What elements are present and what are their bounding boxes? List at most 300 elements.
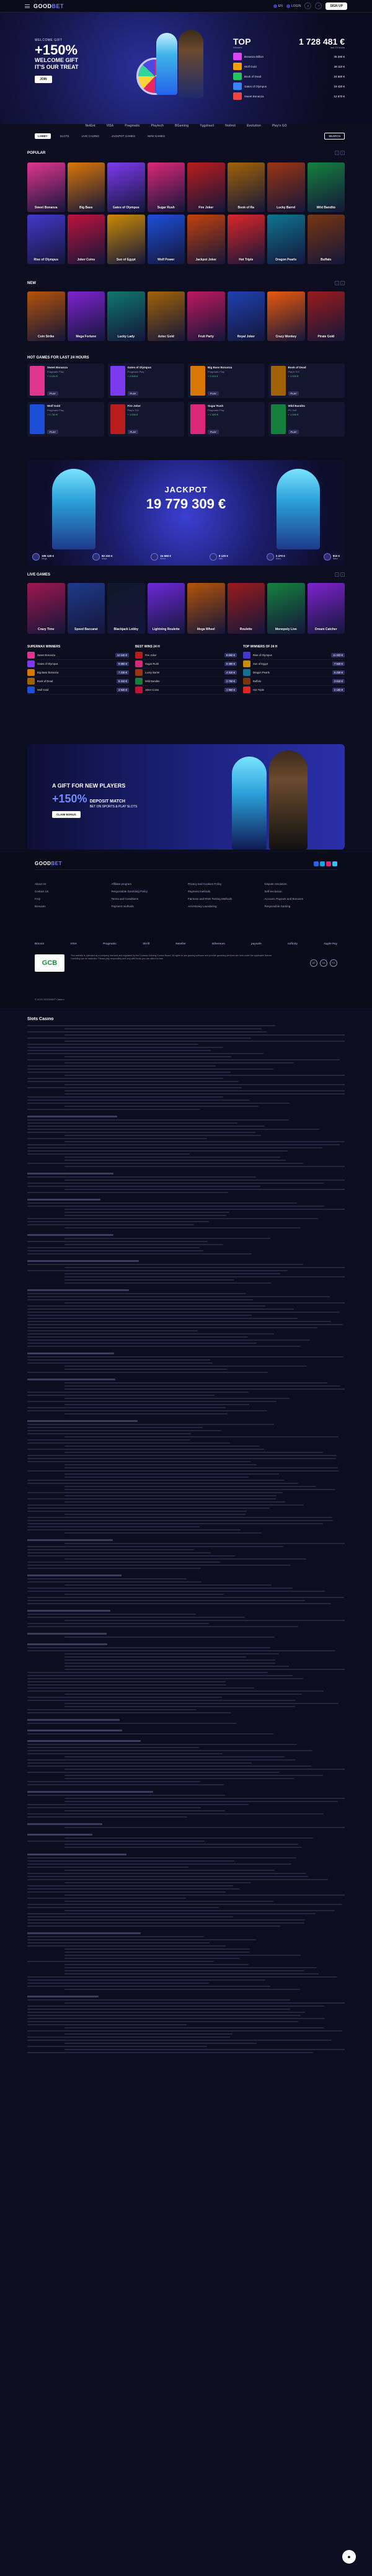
text-line (27, 2012, 305, 2013)
text-line (64, 1467, 338, 1468)
game-tile[interactable] (107, 215, 145, 264)
text-line (27, 1260, 139, 1262)
list-game-name: Book of Dead (37, 680, 53, 683)
text-line (27, 1939, 256, 1940)
text-line (27, 1324, 343, 1325)
list-item[interactable] (243, 677, 345, 686)
list-game-name: Buffalo (253, 680, 261, 683)
arrow-left-icon[interactable]: ‹ (335, 281, 339, 285)
text-line (27, 1919, 305, 1921)
footer-link[interactable]: About Us (35, 882, 46, 886)
login-link[interactable] (286, 4, 301, 8)
hot-title: HOT GAMES FOR LAST 24 HOURS (27, 356, 89, 360)
text-line (27, 1672, 268, 1673)
language-label: EN (278, 4, 283, 8)
nav-tab[interactable]: LIVE CASINO (81, 134, 99, 138)
text-line (27, 1289, 129, 1291)
gift-title: A GIFT FOR NEW PLAYERS (52, 783, 126, 789)
arrow-left-icon[interactable]: ‹ (335, 572, 339, 577)
text-line (27, 1568, 201, 1569)
text-line (27, 1983, 209, 1984)
list-item[interactable] (135, 668, 237, 677)
hot-game-name: Book of Dead (288, 366, 306, 369)
top-bar (0, 0, 372, 12)
list-game-name: Dragon Pearls (253, 671, 270, 674)
footer-link[interactable]: Fairness and RNG Testing Methods (188, 897, 232, 900)
text-line (27, 1823, 102, 1825)
provider-logo[interactable]: Playtech (151, 124, 164, 128)
search-button[interactable]: SEARCH (324, 133, 345, 140)
game-tile[interactable] (107, 162, 145, 212)
arrow-right-icon[interactable]: › (340, 151, 345, 155)
hot-game-stat: + 1 740 € (47, 413, 58, 416)
hot-game-card[interactable] (268, 363, 345, 398)
footer-logo[interactable]: GOODBET (35, 861, 62, 866)
text-line (64, 1989, 300, 1990)
game-tile[interactable] (267, 583, 305, 634)
telegram-icon[interactable] (320, 861, 325, 866)
text-line (64, 1215, 226, 1216)
text-line (27, 1372, 268, 1373)
list-item[interactable] (135, 686, 237, 695)
game-tile[interactable] (148, 162, 185, 212)
gcb-logo[interactable]: GCB (35, 954, 64, 972)
provider-logo[interactable]: VISA (106, 124, 114, 128)
text-line (27, 2009, 290, 2010)
text-line (64, 1212, 229, 1213)
text-line (27, 1647, 270, 1648)
text-line (64, 1910, 335, 1911)
footer-link[interactable]: Anti-Money Laundering (188, 905, 217, 908)
game-tile[interactable] (228, 583, 265, 634)
payment-logo: Apple Pay (324, 942, 337, 945)
provider-logo[interactable]: Play'n GO (272, 124, 287, 128)
game-thumbnail (135, 686, 143, 693)
game-title: Rise of Olympus (33, 258, 58, 262)
list-item[interactable] (243, 651, 345, 660)
hot-game-name: Fire Joker (127, 404, 141, 407)
winner-game: Gates of Olympus (244, 84, 267, 88)
license-badge-icon[interactable]: RG (330, 959, 337, 967)
payment-logo: Pragmatic (103, 942, 117, 945)
seo-title: Slots Casino (27, 1017, 54, 1021)
footer-links (35, 882, 337, 912)
game-thumbnail (233, 92, 242, 100)
hot-game-card[interactable] (268, 402, 345, 437)
text-line (64, 1882, 251, 1883)
game-tile[interactable] (27, 215, 65, 264)
text-line (27, 1352, 114, 1354)
footer-link[interactable]: Privacy and Cookies Policy (188, 882, 222, 886)
text-line (27, 1723, 237, 1724)
text-line (64, 1558, 306, 1560)
text-line (27, 1772, 280, 1773)
game-title: Sugar Rush (157, 206, 175, 210)
provider-logo[interactable]: Evolution (247, 124, 261, 128)
search-icon[interactable]: ⌕ (304, 2, 311, 9)
text-line (27, 1936, 204, 1937)
text-line (27, 2046, 207, 2047)
provider-logo[interactable]: Yggdrasil (200, 124, 215, 128)
text-line (64, 1827, 345, 1828)
game-tile[interactable] (27, 162, 65, 212)
license-badge-icon[interactable]: GA (320, 959, 327, 967)
play-button[interactable]: PLAY (208, 430, 219, 434)
list-game-name: Sun of Egypt (253, 662, 268, 665)
text-line (64, 1366, 307, 1367)
game-thumbnail (135, 678, 143, 685)
text-line (27, 1834, 92, 1836)
text-line (27, 1854, 126, 1855)
play-button[interactable]: PLAY (47, 430, 58, 434)
text-line (27, 1147, 322, 1148)
text-line (27, 2040, 332, 2041)
play-button[interactable]: PLAY (47, 391, 58, 396)
text-line (64, 1452, 323, 1453)
text-line (27, 1999, 290, 2001)
footer-link[interactable]: Affiliate program (111, 882, 132, 886)
chat-bubble-icon[interactable]: ● (342, 2550, 356, 2564)
game-tile[interactable] (228, 215, 265, 264)
game-tile[interactable] (107, 291, 145, 341)
game-tile[interactable] (267, 162, 305, 212)
footer-link[interactable]: Dispute resolution (264, 882, 287, 886)
list-item[interactable] (135, 651, 237, 660)
game-title: Royal Joker (237, 335, 255, 339)
text-line (27, 1327, 317, 1328)
list-item[interactable] (243, 686, 345, 695)
game-tile[interactable] (27, 291, 65, 341)
jackpot-tier (32, 553, 54, 561)
provider-logo[interactable]: Pragmatic (125, 124, 140, 128)
jackpot-tiers (32, 553, 340, 561)
text-line (27, 1264, 303, 1265)
footer-link[interactable]: Self-exclusion (264, 890, 282, 893)
coin-icon (267, 553, 274, 561)
game-tile[interactable] (68, 583, 105, 634)
top-label: TOP (233, 37, 251, 47)
text-line (27, 1183, 324, 1184)
text-line (27, 2018, 325, 2019)
popular-title: POPULAR (27, 151, 46, 155)
hot-game-provider: Pragmatic Play (127, 370, 144, 373)
game-tile[interactable] (228, 162, 265, 212)
text-line (27, 1480, 285, 1481)
text-line (27, 1762, 252, 1764)
winner-list-title: SUPERMAX WINNERS (27, 645, 61, 649)
signup-button[interactable]: SIGN UP (326, 2, 347, 10)
footer-link[interactable]: Bonuses (35, 905, 46, 908)
list-value: 9 880 € (117, 662, 129, 666)
text-line (27, 1498, 276, 1499)
text-line (64, 1970, 304, 1971)
game-thumbnail (135, 669, 143, 676)
text-line (27, 1610, 110, 1612)
hot-game-card[interactable] (188, 402, 265, 437)
text-line (27, 1099, 250, 1101)
game-tile[interactable] (308, 291, 345, 341)
popular-arrows (335, 151, 345, 155)
winner-row[interactable] (233, 63, 345, 70)
providers-strip (0, 122, 372, 130)
list-item[interactable] (135, 660, 237, 668)
text-line (27, 1907, 219, 1908)
text-line (27, 1765, 311, 1767)
game-title: Aztec Gold (157, 335, 174, 339)
text-line (27, 1753, 223, 1754)
text-line (64, 1844, 298, 1845)
footer-link[interactable]: Payment methods (111, 905, 134, 908)
text-line (27, 1068, 273, 1070)
bell-icon[interactable]: ◔ (315, 2, 322, 9)
text-line (27, 1343, 257, 1344)
twitter-icon[interactable] (332, 861, 337, 866)
game-tile[interactable] (148, 215, 185, 264)
gift-banner[interactable] (27, 744, 345, 850)
hot-game-card[interactable] (108, 402, 185, 437)
hot-game-info (128, 404, 182, 434)
footer-link[interactable]: Responsible Gambling Policy (111, 890, 148, 893)
text-line (27, 1986, 270, 1987)
winner-row[interactable] (233, 82, 345, 90)
hot-game-stat: + 2 110 € (208, 375, 218, 378)
text-line (27, 1037, 251, 1039)
hot-game-info (128, 366, 182, 396)
game-thumbnail (110, 404, 125, 434)
winner-row[interactable] (233, 92, 345, 100)
play-button[interactable]: PLAY (128, 391, 139, 396)
text-line (27, 1996, 99, 1997)
text-line (27, 1891, 226, 1893)
nav-tab[interactable]: LOBBY (35, 133, 51, 139)
footer-link[interactable]: Payment methods (188, 890, 211, 893)
game-tile[interactable] (187, 291, 225, 341)
winner-amount: 24 560 € (334, 74, 345, 78)
footer (0, 853, 372, 1008)
game-tile[interactable] (68, 215, 105, 264)
game-tile[interactable] (107, 583, 145, 634)
game-tile[interactable] (68, 162, 105, 212)
text-line (27, 1053, 264, 1054)
language-selector[interactable] (273, 4, 283, 8)
play-button[interactable]: PLAY (128, 430, 139, 434)
gift-offer (52, 793, 137, 809)
text-line (27, 1795, 225, 1796)
copyright: © 2024 GOODBET Casino (35, 998, 64, 1001)
list-value: 2 760 € (224, 679, 237, 683)
text-line (27, 1401, 277, 1402)
game-thumbnail (27, 686, 35, 693)
footer-column (112, 882, 185, 912)
game-tile[interactable] (148, 291, 185, 341)
nav-tab[interactable]: SLOTS (60, 134, 69, 138)
winner-game: Book of Dead (244, 74, 262, 78)
text-line (27, 1025, 275, 1026)
text-line (27, 1362, 213, 1364)
text-line (27, 1339, 310, 1341)
footer-column (188, 882, 261, 912)
game-title: Lucky Barrel (277, 206, 296, 210)
play-button[interactable]: PLAY (288, 391, 299, 396)
text-line (64, 1179, 345, 1181)
list-value: 7 840 € (332, 662, 345, 666)
provider-logo[interactable]: BGaming (175, 124, 189, 128)
hot-game-name: Sweet Bonanza (47, 366, 68, 369)
game-tile[interactable] (148, 583, 185, 634)
game-thumbnail (271, 404, 286, 434)
text-line (27, 1873, 306, 1874)
game-tile[interactable] (308, 215, 345, 264)
game-tile[interactable] (187, 215, 225, 264)
text-line (64, 1663, 275, 1664)
text-line (27, 1549, 194, 1550)
text-line (64, 1489, 335, 1490)
game-tile[interactable] (267, 291, 305, 341)
text-line (27, 1150, 288, 1152)
hot-game-card[interactable] (188, 363, 265, 398)
text-line (64, 1656, 246, 1658)
text-line (64, 1810, 225, 1811)
new-grid (27, 291, 345, 341)
winner-row[interactable] (233, 73, 345, 80)
nav-tab[interactable]: NEW GAMES (147, 134, 165, 138)
menu-icon[interactable] (25, 4, 30, 8)
footer-link[interactable]: Contact Us (35, 890, 49, 893)
hot-game-info (47, 366, 102, 396)
list-game-name: Joker Coins (145, 688, 159, 691)
text-line (27, 2036, 230, 2038)
list-item[interactable] (135, 677, 237, 686)
footer-link[interactable]: Account, Payouts and Bonuses (264, 897, 304, 900)
text-line (64, 1543, 345, 1544)
text-line (64, 1653, 279, 1654)
footer-link[interactable]: Responsible Gaming (264, 905, 291, 908)
game-title: Monopoly Live (275, 628, 297, 631)
license-badge-icon[interactable]: 18+ (310, 959, 317, 967)
text-line (27, 1591, 325, 1592)
text-line (27, 1044, 198, 1045)
text-line (64, 1238, 270, 1239)
hot-game-stat: + 1 320 € (208, 413, 218, 416)
game-thumbnail (233, 63, 242, 70)
license-line1: This website is operated by a company licensed and regulated by the Curacao Gaming Control Board. All rights to use gaming software and provide gambling services are held under the applicable license. (71, 954, 273, 957)
provider-logo[interactable]: NetEnt (85, 124, 95, 128)
text-line (64, 1464, 257, 1465)
footer-link[interactable]: FAQ (35, 897, 41, 900)
game-title: Wild Bandito (316, 206, 335, 210)
hot-game-provider: Pragmatic Play (47, 370, 64, 373)
text-line (64, 1279, 234, 1281)
provider-logo[interactable]: Nolimit (225, 124, 236, 128)
list-game-name: Gates of Olympus (37, 662, 58, 665)
list-item[interactable] (243, 668, 345, 677)
text-line (27, 1945, 226, 1947)
text-line (27, 2030, 342, 2032)
list-item[interactable] (27, 660, 129, 668)
play-button[interactable]: PLAY (288, 430, 299, 434)
nav-tab[interactable]: JACKPOT GAMES (111, 134, 135, 138)
seo-paragraphs (27, 1025, 345, 2053)
text-line (64, 1244, 223, 1245)
list-value: 1 950 € (224, 688, 237, 692)
winner-row[interactable] (233, 53, 345, 60)
text-line (64, 1302, 345, 1304)
game-tile[interactable] (267, 215, 305, 264)
logo[interactable]: GOODBET (33, 2, 64, 9)
claim-bonus-button[interactable]: CLAIM BONUS (52, 811, 81, 818)
list-item[interactable] (27, 668, 129, 677)
payment-logo: Neteller (175, 942, 186, 945)
arrow-right-icon[interactable]: › (340, 281, 345, 285)
list-value: 2 180 € (332, 688, 345, 692)
hero-join-button[interactable]: JOIN (35, 76, 52, 83)
list-item[interactable] (27, 686, 129, 695)
game-tile[interactable] (308, 583, 345, 634)
list-item[interactable] (27, 651, 129, 660)
text-line (27, 1192, 228, 1193)
list-item[interactable] (243, 660, 345, 668)
instagram-icon[interactable] (326, 861, 331, 866)
text-line (27, 1293, 246, 1294)
game-tile[interactable] (187, 162, 225, 212)
arrow-right-icon[interactable]: › (340, 572, 345, 577)
game-title: Sun of Egypt (116, 258, 136, 262)
play-button[interactable]: PLAY (208, 391, 219, 396)
game-thumbnail (233, 73, 242, 80)
game-tile[interactable] (27, 583, 65, 634)
text-line (27, 1221, 209, 1222)
hot-game-card[interactable] (27, 363, 104, 398)
hot-game-stat: + 1 920 € (288, 375, 299, 378)
game-thumbnail (233, 82, 242, 90)
footer-link[interactable]: Terms and Conditions (111, 897, 139, 900)
text-line (27, 1173, 113, 1175)
game-tile[interactable] (228, 291, 265, 341)
jackpot-tier-name: Mini (218, 557, 223, 560)
game-tile[interactable] (187, 583, 225, 634)
facebook-icon[interactable] (314, 861, 319, 866)
gift-character-left (232, 757, 267, 850)
text-line (27, 1526, 200, 1527)
winner-list-title: TOP WINNERS OF 24 H (243, 645, 278, 649)
game-tile[interactable] (308, 162, 345, 212)
text-line (64, 1473, 279, 1475)
text-line (27, 1119, 289, 1121)
text-line (27, 1740, 141, 1742)
jackpot-banner[interactable] (27, 460, 345, 566)
text-line (27, 1813, 324, 1814)
text-line (27, 1885, 233, 1886)
game-thumbnail (27, 669, 35, 676)
text-line (64, 1282, 272, 1284)
text-line (27, 1697, 222, 1698)
game-tile[interactable] (68, 291, 105, 341)
text-line (27, 1318, 298, 1319)
arrow-left-icon[interactable]: ‹ (335, 151, 339, 155)
text-line (27, 1898, 186, 1899)
text-line (64, 1369, 227, 1370)
hot-game-info (47, 404, 102, 434)
text-line (64, 1227, 301, 1228)
hot-game-card[interactable] (108, 363, 185, 398)
text-line (27, 1678, 303, 1679)
footer-column (35, 882, 108, 912)
text-line (27, 1561, 220, 1563)
hot-game-card[interactable] (27, 402, 104, 437)
text-line (27, 1296, 330, 1297)
text-line (64, 1135, 261, 1136)
list-item[interactable] (27, 677, 129, 686)
